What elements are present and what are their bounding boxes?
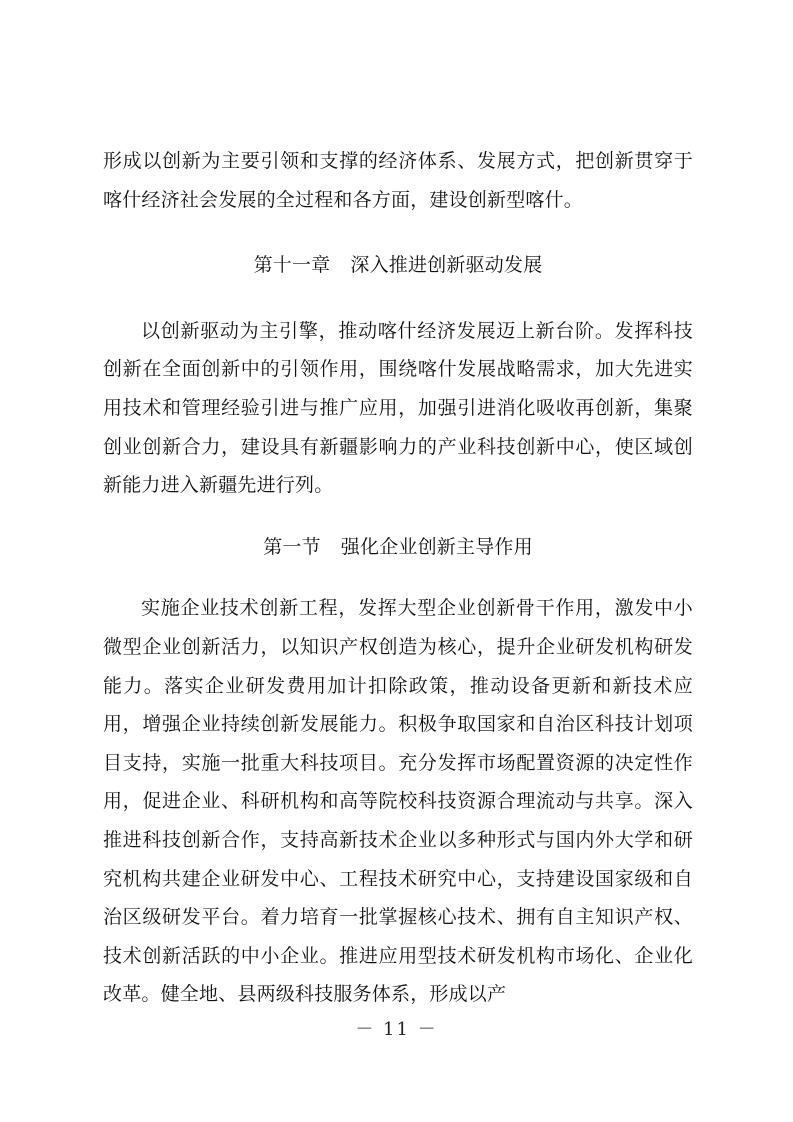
- section-title: 强化企业创新主导作用: [340, 535, 533, 558]
- document-body: [103, 142, 693, 1014]
- chapter-title: 深入推进创新驱动发展: [350, 254, 543, 277]
- chapter-heading: [103, 246, 693, 285]
- page-number: － 11 －: [355, 1019, 438, 1040]
- paragraph-chapter: 以创新驱动为主引擎，推动喀什经济发展迈上新台阶。发挥科技创新在全面创新中的引领作用，围绕喀什发展战略需求，加大先进实用技术和管理经验引进与推广应用，加强引进消化吸收再创新，集聚创业创新合力，建设具有新疆影响力的产业科技创新中心，使区域创新能力进入新疆先进行列。: [103, 319, 693, 497]
- section-number: 第一节: [263, 535, 321, 558]
- chapter-number: 第十一章: [253, 254, 331, 277]
- paragraph-section: 实施企业技术创新工程，发挥大型企业创新骨干作用，激发中小微型企业创新活力，以知识产权创造为核心，提升企业研发机构研发能力。落实企业研发费用加计扣除政策，推动设备更新和新技术应用，增强企业持续创新发展能力。积极争取国家和自治区科技计划项目支持，实施一批重大科技项目。充分发挥市场配置资源的决定性作用，促进企业、科研机构和高等院校科技资源合理流动与共享。深入推进科技创新合作，支持高新技术企业以多种形式与国内外大学和研究机构共建企业研发中心、工程技术研究中心，支持建设国家级和自治区级研发平台。着力培育一批掌握核心技术、拥有自主知识产权、技术创新活跃的中小企业。推进应用型技术研发机构市场化、企业化改革。健全地、县两级科技服务体系，形成以产: [103, 597, 693, 1006]
- section-heading: [103, 528, 693, 567]
- paragraph-intro: 形成以创新为主要引领和支撑的经济体系、发展方式，把创新贯穿于喀什经济社会发展的全过程和各方面，建设创新型喀什。: [103, 150, 693, 211]
